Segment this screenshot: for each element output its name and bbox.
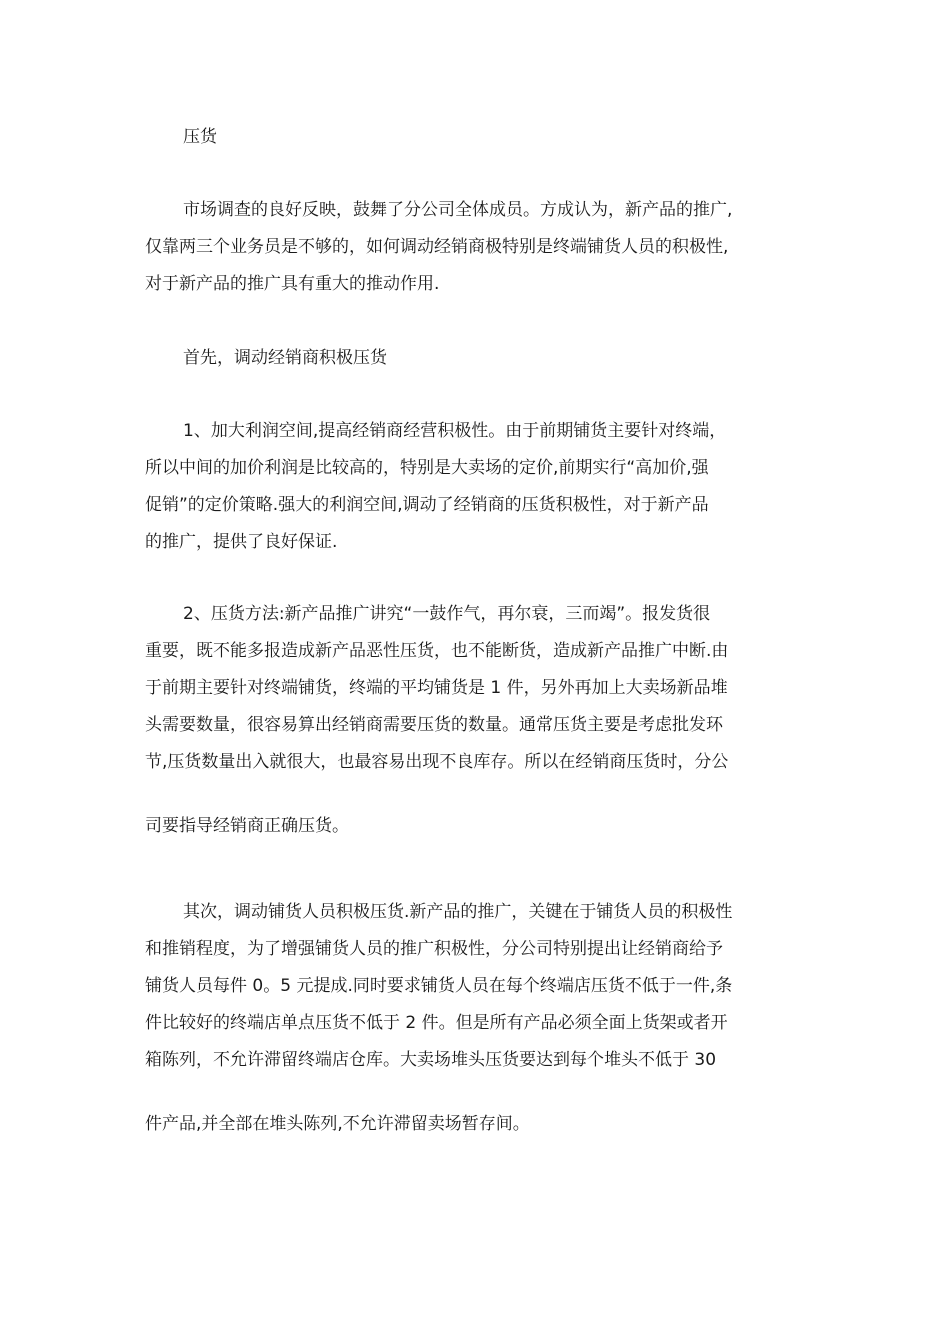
paragraph-1-line-1: 市场调查的良好反映，鼓舞了分公司全体成员。方成认为，新产品的推广,: [183, 200, 733, 220]
paragraph-4-line-4: 头需要数量，很容易算出经销商需要压货的数量。通常压货主要是考虑批发环: [145, 715, 723, 735]
paragraph-5-line-2: 和推销程度，为了增强铺货人员的推广积极性，分公司特别提出让经销商给予: [145, 939, 723, 959]
section-heading: 压货: [183, 127, 217, 147]
paragraph-4-line-3: 于前期主要针对终端铺货，终端的平均铺货是 1 件，另外再加上大卖场新品堆: [145, 678, 728, 698]
paragraph-5-line-1: 其次，调动铺货人员积极压货.新产品的推广，关键在于铺货人员的积极性: [183, 902, 733, 922]
paragraph-5-line-4: 件比较好的终端店单点压货不低于 2 件。但是所有产品必须全面上货架或者开: [145, 1013, 728, 1033]
paragraph-4-line-5: 节,压货数量出入就很大，也最容易出现不良库存。所以在经销商压货时，分公: [145, 752, 729, 772]
paragraph-4-line-1: 2、压货方法:新产品推广讲究“一鼓作气，再尔衰，三而竭”。报发货很: [183, 604, 711, 624]
paragraph-4-line-2: 重要，既不能多报造成新产品恶性压货，也不能断货，造成新产品推广中断.由: [145, 641, 729, 661]
paragraph-5-line-5: 箱陈列，不允许滞留终端店仓库。大卖场堆头压货要达到每个堆头不低于 30: [145, 1050, 717, 1070]
paragraph-2-line-1: 首先，调动经销商积极压货: [183, 348, 387, 368]
paragraph-3-line-3: 促销”的定价策略.强大的利润空间,调动了经销商的压货积极性，对于新产品: [145, 495, 709, 515]
paragraph-3-line-2: 所以中间的加价利润是比较高的，特别是大卖场的定价,前期实行“高加价,强: [145, 458, 709, 478]
paragraph-3-line-1: 1、加大利润空间,提高经销商经营积极性。由于前期铺货主要针对终端，: [183, 421, 727, 441]
paragraph-5-line-3: 铺货人员每件 0。5 元提成.同时要求铺货人员在每个终端店压货不低于一件,条: [145, 976, 733, 996]
paragraph-4-line-6: 司要指导经销商正确压货。: [145, 816, 349, 836]
paragraph-5-line-6: 件产品,并全部在堆头陈列,不允许滞留卖场暂存间。: [145, 1114, 530, 1134]
paragraph-1-line-3: 对于新产品的推广具有重大的推动作用.: [145, 274, 440, 294]
paragraph-1-line-2: 仅靠两三个业务员是不够的，如何调动经销商极特别是终端铺货人员的积极性,: [145, 237, 729, 257]
paragraph-3-line-4: 的推广，提供了良好保证.: [145, 532, 338, 552]
